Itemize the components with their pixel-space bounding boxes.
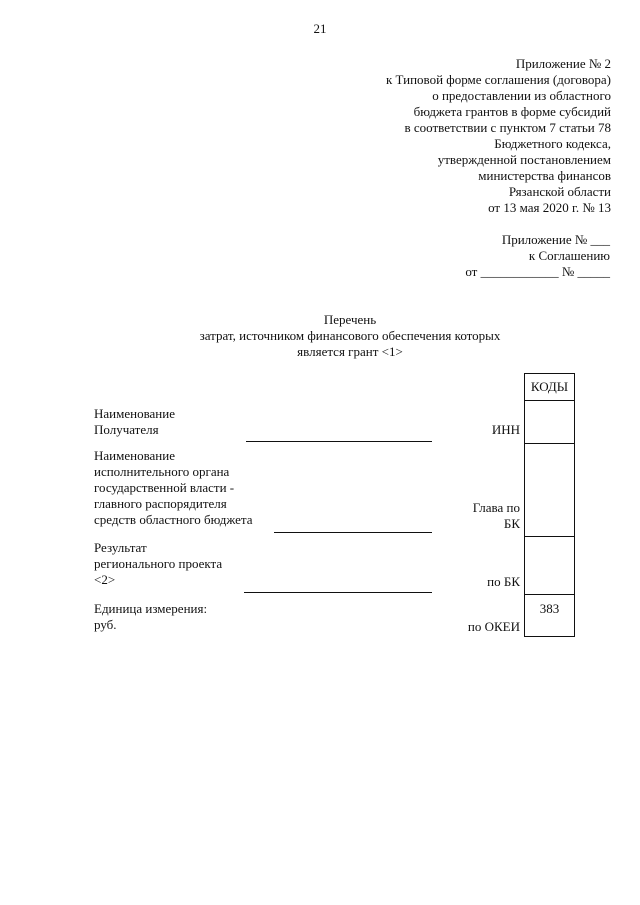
title-line: Перечень xyxy=(323,312,377,327)
project-label-line: Результат xyxy=(94,540,147,555)
appendix-line: Бюджетного кодекса, xyxy=(494,136,611,151)
glava-bk-label-2: БК xyxy=(503,516,520,531)
okei-label: по ОКЕИ xyxy=(467,619,520,634)
appendix-line: бюджета грантов в форме субсидий xyxy=(413,104,611,119)
glava-bk-code-cell[interactable] xyxy=(525,444,574,537)
appendix-line: от 13 мая 2020 г. № 13 xyxy=(488,200,611,215)
codes-header-cell xyxy=(525,374,574,401)
authority-label-line: главного распорядителя xyxy=(94,496,227,511)
codes-header: КОДЫ xyxy=(530,379,569,394)
appendix-line: о предоставлении из областного xyxy=(432,88,611,103)
appendix-line: в соответствии с пунктом 7 статьи 78 xyxy=(404,120,611,135)
okei-code-value: 383 xyxy=(539,601,560,616)
page-number: 21 xyxy=(313,21,327,36)
codes-table xyxy=(524,373,575,637)
project-label-line: <2> xyxy=(94,572,116,587)
title-line: является грант <1> xyxy=(297,344,403,359)
appendix-line: к Типовой форме соглашения (договора) xyxy=(385,72,611,87)
authority-label-line: Наименование xyxy=(94,448,175,463)
recipient-label-line: Получателя xyxy=(94,422,159,437)
inn-code-cell[interactable] xyxy=(525,401,574,444)
authority-label-line: исполнительного органа xyxy=(94,464,230,479)
bk-code-cell[interactable] xyxy=(525,537,574,595)
appendix-line: Рязанской области xyxy=(508,184,611,199)
authority-underline[interactable] xyxy=(274,532,432,533)
project-label-line: регионального проекта xyxy=(94,556,223,571)
agreement-to: к Соглашению xyxy=(528,248,610,263)
appendix-line: министерства финансов xyxy=(478,168,611,183)
bk-label: по БК xyxy=(487,574,520,589)
inn-label: ИНН xyxy=(491,422,520,437)
title-line: затрат, источником финансового обеспечения которых xyxy=(199,328,501,343)
okei-code-cell[interactable] xyxy=(525,595,574,636)
recipient-underline[interactable] xyxy=(246,441,432,442)
unit-label-line: Единица измерения: xyxy=(94,601,208,616)
recipient-label-line: Наименование xyxy=(94,406,175,421)
authority-label-line: государственной власти - xyxy=(94,480,235,495)
agreement-date-number: от ____________ № _____ xyxy=(465,264,610,279)
agreement-appendix-number: Приложение № ___ xyxy=(501,232,610,247)
unit-label-line: руб. xyxy=(94,617,117,632)
appendix-line: утвержденной постановлением xyxy=(437,152,611,167)
appendix-line: Приложение № 2 xyxy=(515,56,611,71)
project-underline[interactable] xyxy=(244,592,432,593)
authority-label-line: средств областного бюджета xyxy=(94,512,253,527)
glava-bk-label-1: Глава по xyxy=(472,500,520,515)
